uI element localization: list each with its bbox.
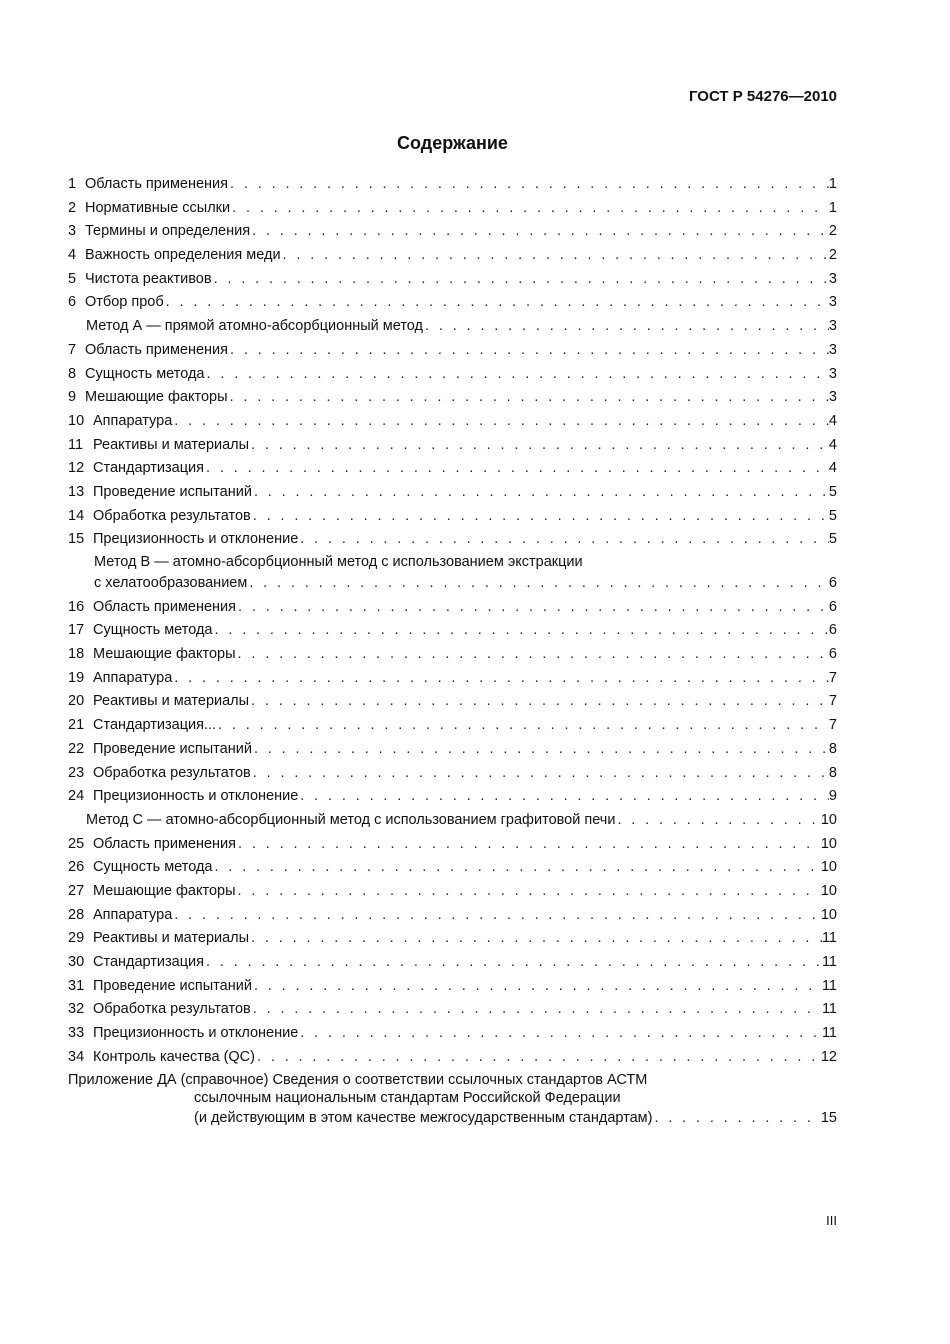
dot-leader	[281, 244, 829, 268]
dot-leader	[172, 410, 829, 434]
toc-entry-page: 3	[828, 270, 837, 287]
toc-entry[interactable]	[68, 690, 837, 714]
dot-leader	[204, 457, 829, 481]
page-number: III	[826, 1213, 837, 1228]
toc-entry[interactable]	[68, 714, 837, 738]
toc-entry-label: Обработка результатов	[93, 764, 251, 781]
toc-entry-page: 2	[828, 247, 837, 264]
toc-entry-label: Метод А — прямой атомно-абсорбционный метод	[86, 318, 424, 335]
toc-entry-page: 5	[828, 531, 837, 548]
dot-leader	[652, 1107, 820, 1131]
toc-entry[interactable]	[68, 880, 837, 904]
toc-entry-label: Проведение испытаний	[93, 977, 252, 994]
toc-entry-page: 5	[828, 507, 837, 524]
toc-entry-number: 11	[68, 436, 84, 453]
toc-entry[interactable]	[68, 998, 837, 1022]
dot-leader	[236, 643, 829, 667]
dot-leader	[172, 904, 821, 928]
toc-entry-number: 25	[68, 835, 85, 852]
dot-leader	[249, 927, 822, 951]
dot-leader	[250, 220, 829, 244]
toc-entry[interactable]	[68, 1022, 837, 1046]
toc-entry[interactable]	[68, 738, 837, 762]
dot-leader	[230, 197, 829, 221]
toc-entry-label: Контроль качества (QC)	[93, 1048, 255, 1065]
toc-entry-label: Обработка результатов	[93, 1001, 251, 1018]
dot-leader	[251, 505, 829, 529]
toc-entry-label: (и действующим в этом качестве межгосударственным стандартам)	[194, 1110, 653, 1127]
toc-entry-number: 21	[68, 717, 85, 734]
toc-entry[interactable]	[68, 1046, 837, 1070]
dot-leader	[228, 173, 829, 197]
toc-entry-page: 8	[828, 740, 837, 757]
toc-entry[interactable]	[68, 197, 837, 221]
toc-entry-label: Реактивы и материалы	[93, 693, 250, 710]
toc-entry-number: 26	[68, 859, 85, 876]
toc-entry-number: 30	[68, 954, 85, 970]
toc-entry-number: 16	[68, 598, 85, 615]
dot-leader	[228, 386, 829, 410]
toc-entry-label: Чистота реактивов	[85, 270, 212, 287]
toc-entry-label: Метод В — атомно-абсорбционный метод с использованием экстракции	[94, 554, 583, 570]
toc-entry[interactable]	[68, 244, 837, 268]
dot-leader	[236, 596, 829, 620]
toc-entry-label: Стандартизация	[93, 460, 205, 477]
toc-entry-number: 32	[68, 1001, 85, 1018]
toc-entry[interactable]	[68, 904, 837, 928]
dot-leader	[251, 998, 822, 1022]
toc-entry-page: 3	[828, 318, 837, 335]
toc-entry-page: 6	[828, 622, 837, 639]
toc-entry[interactable]	[68, 619, 837, 643]
toc-entry-number: 29	[68, 930, 85, 947]
dot-leader	[213, 856, 821, 880]
toc-entry[interactable]	[68, 596, 837, 620]
toc-entry-label: Мешающие факторы	[93, 882, 236, 899]
toc-entry-page: 1	[828, 199, 837, 216]
toc-entry[interactable]	[68, 785, 837, 809]
toc-entry-page: 3	[828, 389, 837, 406]
dot-leader	[255, 1046, 821, 1070]
toc-entry-page: 11	[821, 977, 837, 994]
toc-entry-label: Термины и определения	[85, 223, 251, 240]
toc-entry-page: 11	[821, 954, 837, 970]
toc-entry-page: 9	[828, 788, 837, 805]
toc-entry-number: 27	[68, 882, 85, 899]
dot-leader	[228, 339, 829, 363]
toc-entry-label: Нормативные ссылки	[85, 199, 231, 216]
toc-entry-number: 17	[68, 622, 85, 639]
toc-entry-number: 9	[68, 389, 77, 406]
dot-leader	[205, 363, 829, 387]
toc-entry-number: 14	[68, 507, 85, 524]
toc-entry[interactable]	[68, 173, 837, 197]
standard-id: ГОСТ Р 54276—2010	[688, 88, 837, 105]
toc-entry-label: Важность определения меди	[85, 247, 281, 264]
toc-entry[interactable]	[68, 505, 837, 529]
toc-entry-label: с хелатообразованием	[94, 575, 248, 591]
table-of-contents	[68, 173, 837, 1127]
toc-entry-page: 15	[820, 1110, 837, 1127]
toc-entry-number: 10	[68, 412, 85, 429]
toc-entry-label: Реактивы и материалы	[93, 930, 250, 947]
toc-entry-label: Область применения	[85, 176, 229, 192]
toc-entry-number: 28	[68, 906, 85, 923]
toc-entry-label: Аппаратура	[93, 669, 173, 686]
toc-entry-number: 8	[68, 365, 77, 382]
toc-entry-label: Сущность метода	[93, 622, 213, 639]
toc-entry-page: 10	[820, 811, 837, 828]
toc-entry-page: 7	[828, 693, 837, 710]
toc-entry-label: Область применения	[85, 341, 229, 358]
toc-entry-page: 4	[828, 460, 837, 477]
toc-entry-label: Метод С — атомно-абсорбционный метод с использованием графитовой печи	[86, 811, 616, 828]
toc-entry-number: 5	[68, 270, 77, 287]
toc-entry-number: 20	[68, 693, 85, 710]
toc-entry[interactable]	[68, 927, 837, 951]
toc-entry-page: 11	[821, 1001, 837, 1018]
toc-entry-number: 24	[68, 788, 85, 805]
toc-entry[interactable]	[68, 268, 837, 292]
toc-entry-number: 4	[68, 247, 77, 264]
toc-entry-page: 6	[828, 646, 837, 663]
toc-entry-label: Область применения	[93, 598, 237, 615]
dot-leader	[298, 528, 829, 552]
dot-leader	[251, 762, 829, 786]
toc-entry-page: 1	[828, 176, 837, 192]
toc-entry-page: 7	[828, 669, 837, 686]
dot-leader	[212, 268, 829, 292]
toc-entry-label: Мешающие факторы	[85, 389, 228, 406]
toc-entry-label: Прецизионность и отклонение	[93, 788, 299, 805]
toc-entry[interactable]	[68, 528, 837, 552]
toc-entry-label: Реактивы и материалы	[93, 436, 250, 453]
toc-entry[interactable]	[68, 363, 837, 387]
toc-entry[interactable]	[68, 386, 837, 410]
toc-entry[interactable]	[68, 856, 837, 880]
toc-entry[interactable]	[68, 667, 837, 691]
dot-leader	[423, 315, 829, 339]
dot-leader	[252, 481, 829, 505]
toc-entry-number: 19	[68, 669, 85, 686]
dot-leader	[298, 1022, 822, 1046]
toc-entry[interactable]	[68, 975, 837, 999]
toc-entry-annex[interactable]	[68, 1069, 837, 1127]
toc-entry-page: 4	[828, 436, 837, 453]
toc-entry-number: 23	[68, 764, 85, 781]
toc-entry-page: 10	[820, 906, 837, 923]
toc-entry-label: Сущность метода	[85, 365, 205, 382]
toc-entry-label: Стандартизация...	[93, 717, 217, 734]
toc-entry-label: Стандартизация	[93, 954, 205, 970]
toc-entry-label: Область применения	[93, 835, 237, 852]
dot-leader	[236, 880, 821, 904]
toc-entry[interactable]	[68, 410, 837, 434]
toc-entry-label: Проведение испытаний	[93, 483, 252, 500]
toc-entry[interactable]	[68, 220, 837, 244]
toc-entry[interactable]	[68, 643, 837, 667]
toc-entry-page: 3	[828, 365, 837, 382]
toc-entry-number: 31	[68, 977, 85, 994]
toc-entry-number: 2	[68, 199, 77, 216]
dot-leader	[172, 667, 829, 691]
toc-entry-number: 33	[68, 1025, 85, 1042]
toc-entry-page: 6	[828, 598, 837, 615]
toc-entry-label: Прецизионность и отклонение	[93, 531, 299, 548]
toc-entry[interactable]	[68, 762, 837, 786]
toc-entry-method-b[interactable]	[68, 552, 837, 592]
toc-entry-label: Аппаратура	[93, 906, 173, 923]
dot-leader	[249, 434, 829, 458]
toc-entry-number: 6	[68, 294, 77, 311]
toc-entry[interactable]	[68, 481, 837, 505]
toc-entry-label: Прецизионность и отклонение	[93, 1025, 299, 1042]
toc-entry[interactable]	[68, 339, 837, 363]
toc-entry-page: 8	[828, 764, 837, 781]
toc-entry-label: Проведение испытаний	[93, 740, 252, 757]
toc-entry-number: 1	[68, 176, 77, 192]
toc-entry-number: 34	[68, 1048, 85, 1065]
toc-entry-page: 3	[828, 294, 837, 311]
toc-entry-page: 12	[820, 1048, 837, 1065]
toc-entry-number: 7	[68, 341, 77, 358]
toc-entry-page: 6	[828, 575, 837, 591]
toc-entry-page: 11	[821, 1025, 837, 1042]
dot-leader	[164, 291, 829, 315]
toc-title: Содержание	[397, 133, 508, 153]
toc-entry[interactable]	[68, 833, 837, 857]
toc-entry-number: 12	[68, 460, 85, 477]
toc-entry-page: 5	[828, 483, 837, 500]
toc-entry-page: 4	[828, 412, 837, 429]
dot-leader	[216, 714, 829, 738]
toc-entry-label: ссылочным национальным стандартам Российской Федерации	[194, 1090, 621, 1107]
toc-entry-page: 10	[820, 835, 837, 852]
toc-entry-number: 13	[68, 483, 85, 500]
toc-entry-number: 22	[68, 740, 85, 757]
dot-leader	[247, 572, 829, 596]
toc-entry[interactable]	[68, 315, 837, 339]
toc-entry-page: 11	[821, 930, 837, 947]
toc-entry-label: Отбор проб	[85, 294, 164, 311]
toc-entry-number: 3	[68, 223, 77, 240]
toc-entry-label: Сущность метода	[93, 859, 213, 876]
toc-entry-label: Приложение ДА (справочное) Сведения о соответствии ссылочных стандартов АСТМ	[68, 1072, 648, 1089]
toc-entry-label: Аппаратура	[93, 412, 173, 429]
dot-leader	[298, 785, 829, 809]
toc-entry-page: 10	[820, 859, 837, 876]
toc-entry-page: 7	[828, 717, 837, 734]
toc-entry-label: Обработка результатов	[93, 507, 251, 524]
toc-entry-page: 3	[828, 341, 837, 358]
toc-entry-page: 10	[820, 882, 837, 899]
dot-leader	[252, 975, 822, 999]
toc-entry[interactable]	[68, 291, 837, 315]
toc-entry-label: Мешающие факторы	[93, 646, 236, 663]
toc-entry[interactable]	[68, 809, 837, 833]
dot-leader	[252, 738, 829, 762]
dot-leader	[204, 951, 822, 975]
toc-entry[interactable]	[68, 951, 837, 975]
toc-entry[interactable]	[68, 457, 837, 481]
toc-entry[interactable]	[68, 434, 837, 458]
dot-leader	[615, 809, 820, 833]
toc-entry-number: 18	[68, 646, 85, 663]
dot-leader	[213, 619, 829, 643]
toc-entry-page: 2	[828, 223, 837, 240]
dot-leader	[249, 690, 829, 714]
dot-leader	[236, 833, 821, 857]
toc-entry-number: 15	[68, 531, 85, 548]
